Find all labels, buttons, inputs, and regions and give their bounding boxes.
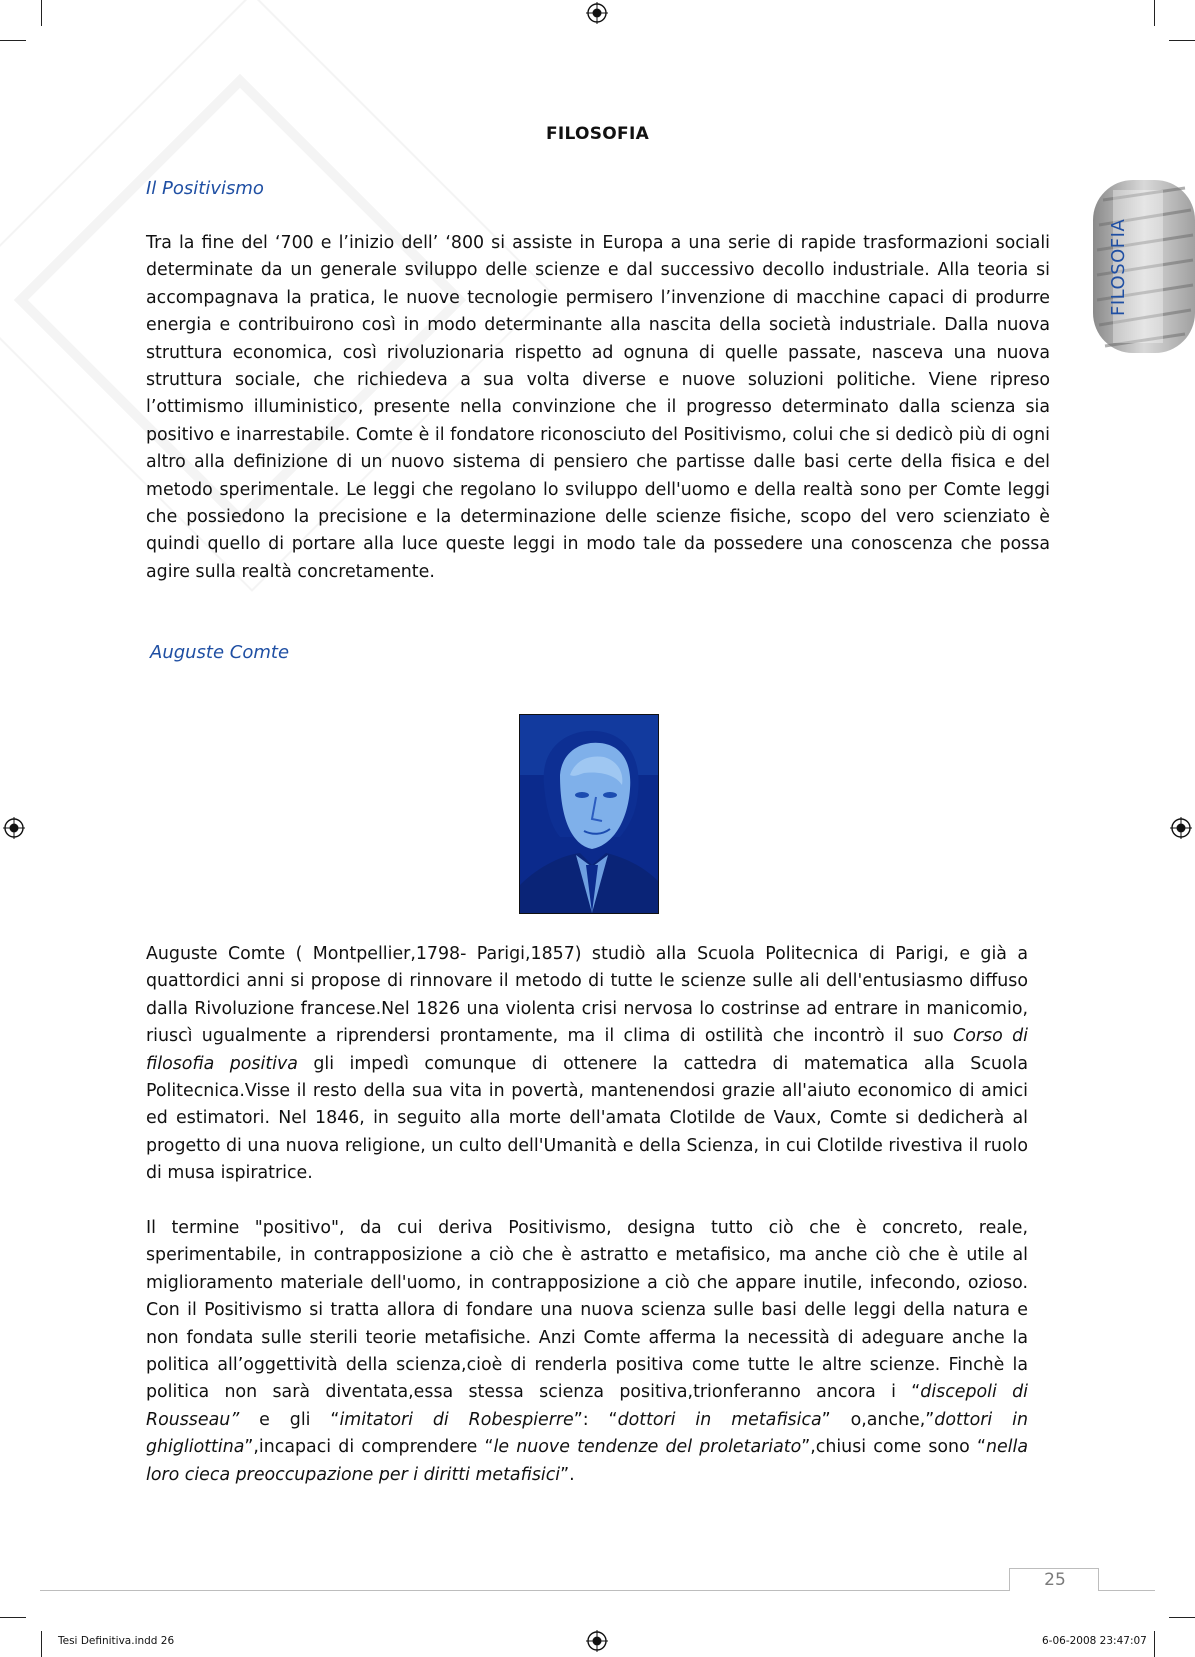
section-heading-positivismo: Il Positivismo xyxy=(146,178,264,199)
print-slug-file: Tesi Definitiva.indd 26 xyxy=(58,1635,175,1647)
p3-text: ”: “ xyxy=(573,1409,618,1430)
print-slug-date: 6-06-2008 23:47:07 xyxy=(1042,1635,1147,1647)
crop-mark xyxy=(41,0,42,26)
crop-mark xyxy=(41,1631,42,1657)
crop-mark xyxy=(1154,1631,1155,1657)
p3-text: ”. xyxy=(560,1464,575,1485)
p3-quote: le nuove tendenze del proletariato xyxy=(493,1437,802,1458)
page-number: 25 xyxy=(1044,1570,1066,1590)
p3-text: ” o,anche,” xyxy=(821,1409,935,1430)
registration-mark-icon xyxy=(586,1630,608,1652)
p3-text: ”,incapaci di comprendere “ xyxy=(244,1437,494,1458)
p3-quote: discepoli di Rousseau” xyxy=(146,1382,1029,1430)
footer-rule xyxy=(1098,1590,1155,1591)
paragraph-positivismo: Tra la fine del ‘700 e l’inizio dell’ ‘800 si assiste in Europa a una serie di rapide trasformazioni sociali determinate da un generale sviluppo delle scienze e dal successivo decollo industriale. Alla teoria si accompagnava la pratica, le nuove tecnologie permisero l’invenzione di macchine capaci di produrre energia e contribuirono così in modo determinante alla nascita della società industriale. Dalla nuova struttura economica, così rivoluzionaria rispetto ad ognuna di quelle passate, nasceva una nuova struttura sociale, che richiedeva a sua volta diverse e nuove soluzioni politiche. Viene ripreso l’ottimismo illuministico, presente nella convinzione che il progresso determinato dalla scienza sia positivo e inarrestabile. Comte è il fondatore riconosciuto del Positivismo, colui che si dedicò più di ogni altro alla definizione di un nuovo sistema di pensiero che partisse dalle basi certe della fisica e del metodo sperimentale. Le leggi che regolano lo sviluppo dell'uomo e della realtà sono per Comte leggi che possiedono la precisione e la determinazione delle scienze fisiche, scopo del vero scienziato è quindi quello di portare alla luce queste leggi in modo tale da possedere una conoscenza che possa agire sulla realtà concretamente. xyxy=(146,233,1050,582)
registration-mark-icon xyxy=(3,817,25,839)
paragraph-comte-bio xyxy=(146,941,1028,1188)
crop-mark xyxy=(1169,40,1195,41)
side-tab-label: FILOSOFIA xyxy=(1108,218,1129,316)
section-heading-comte: Auguste Comte xyxy=(150,642,290,663)
portrait-auguste-comte xyxy=(519,714,659,914)
registration-mark-icon xyxy=(586,2,608,24)
p3-text: Il termine "positivo", da cui deriva Positivismo, designa tutto ciò che è concreto, reale, sperimentabile, in contrapposizione a ciò che è astratto e metafisico, ma anche ciò che è utile al miglioramento materiale dell'uomo, in contrapposizione a ciò che appare inutile, infecondo, ozioso. Con il Positivismo si tratta allora di fondare una nuova scienza sulle basi delle leggi della natura e non fondata sulle sterili teorie metafisiche. Anzi Comte afferma la necessità di adeguare anche la politica all’oggettività della scienza,cioè di renderla positiva come tutte le altre scienze. Finchè la politica non sarà diventata,essa stessa scienza positiva,trionferanno ancora i “ xyxy=(146,1218,1028,1403)
footer-rule xyxy=(40,1590,1010,1591)
p3-quote: imitatori di Robespierre xyxy=(339,1409,574,1430)
page-number-box-top xyxy=(1009,1568,1099,1569)
crop-mark xyxy=(1169,1617,1195,1618)
crop-mark xyxy=(0,1617,26,1618)
crop-mark xyxy=(1154,0,1155,26)
paragraph-positivo xyxy=(146,1215,1028,1489)
bio-text: gli impedì comunque di ottenere la cattedra di matematica alla Scuola Politecnica.Visse il resto della sua vita in povertà, mantenendosi grazie all'aiuto economico di amici ed estimatori. Nel 1846, in seguito alla morte dell'amata Clotilde de Vaux, Comte si dedicherà al progetto di una nuova religione, un culto dell'Umanità e della Scienza, in cui Clotilde rivestiva il ruolo di musa ispiratrice. xyxy=(146,1053,1028,1184)
crop-mark xyxy=(0,40,26,41)
p3-quote: nella loro cieca preoccupazione per i diritti metafisici xyxy=(146,1437,1028,1485)
bio-book-title: Corso di filosofia positiva xyxy=(146,1026,1028,1074)
p3-quote: dottori in ghigliottina xyxy=(146,1409,1028,1458)
bio-text: Auguste Comte ( Montpellier,1798- Parigi,1857) studiò alla Scuola Politecnica di Parigi, e già a quattordici anni si propose di rinnovare il metodo di tutte le scienze sulle ali dell'entusiasmo diffuso dalla Rivoluzione francese.Nel 1826 una violenta crisi nervosa lo costrinse ad entrare in manicomio, riuscì ugualmente a riprendersi prontamente, ma il clima di ostilità che incontrò il suo xyxy=(146,944,1028,1047)
p3-quote: dottori in metafisica xyxy=(617,1409,822,1430)
registration-mark-icon xyxy=(1170,817,1192,839)
p3-text: e gli “ xyxy=(239,1409,340,1430)
page-title: FILOSOFIA xyxy=(545,124,650,144)
p3-text: ”,chiusi come sono “ xyxy=(801,1437,986,1458)
